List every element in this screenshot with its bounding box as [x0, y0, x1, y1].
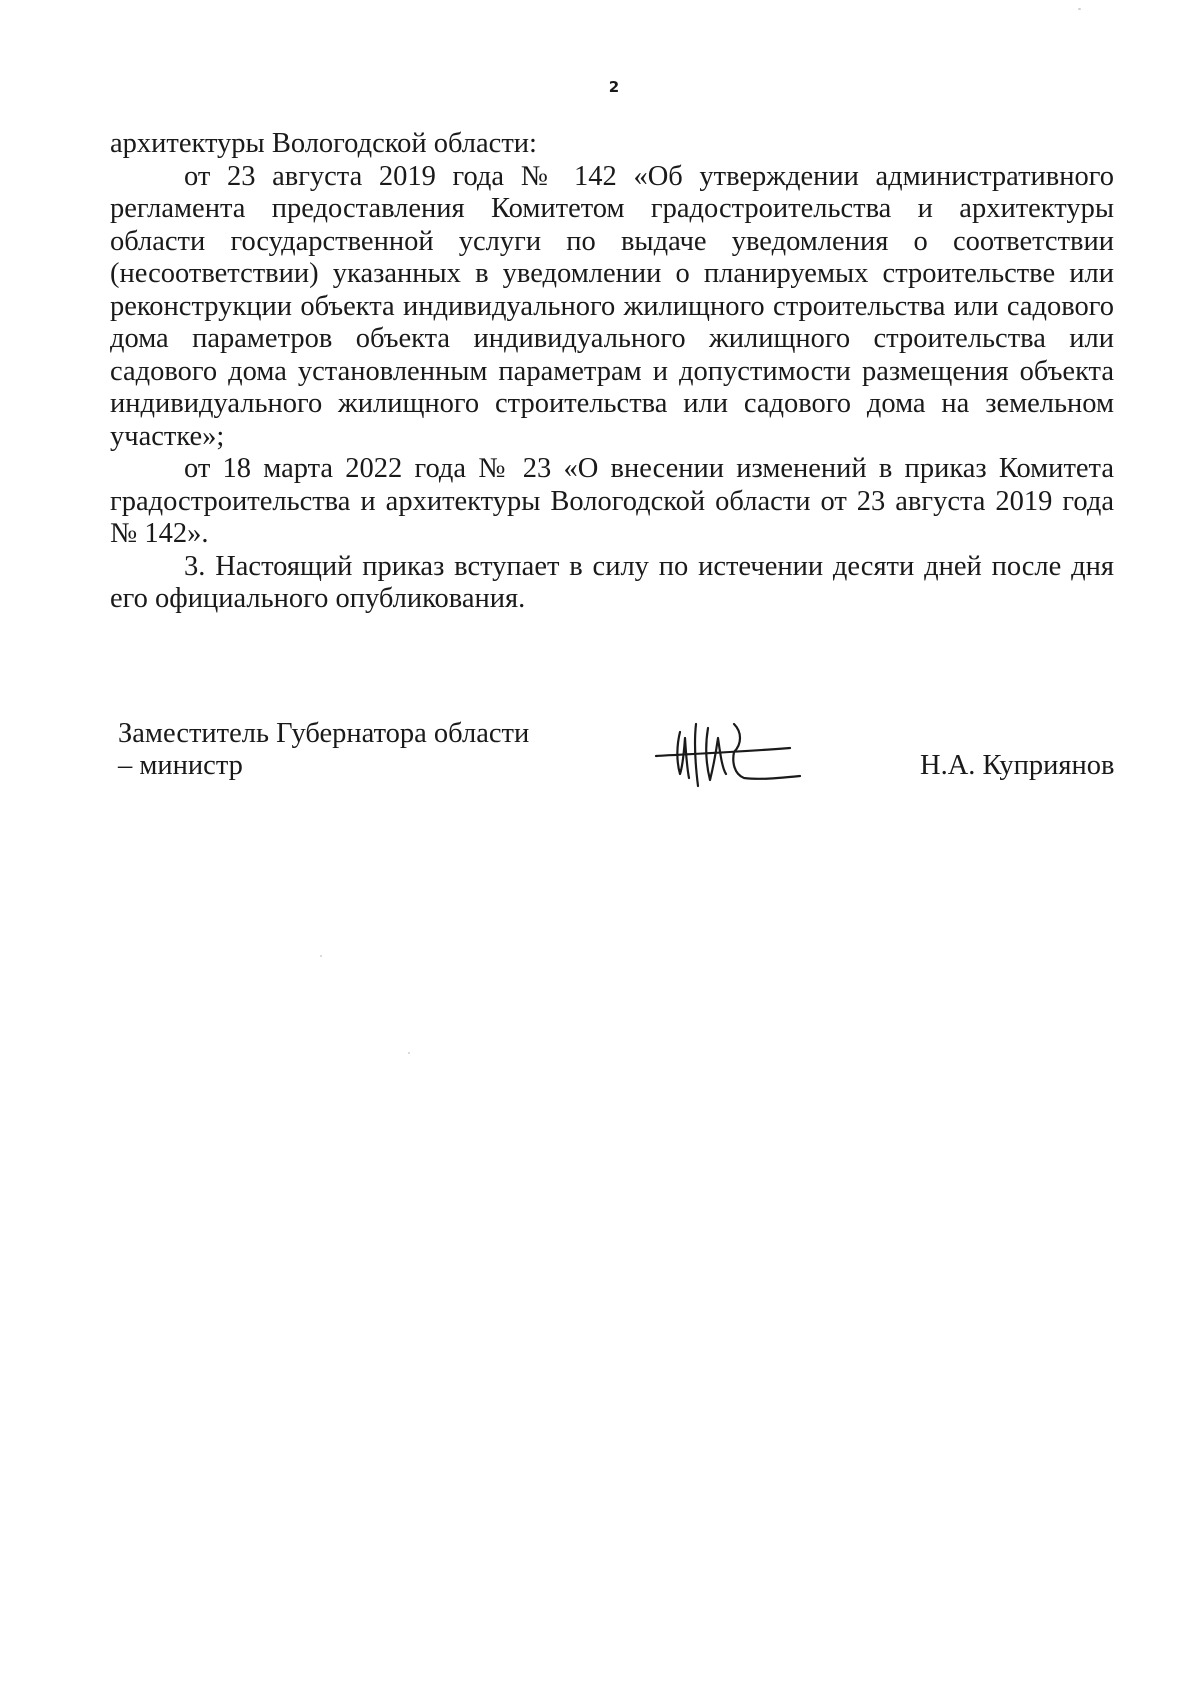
paragraph-order-142: от 23 августа 2019 года № 142 «Об утверждении административного регламента предоставления Комитетом градостроительства и архитектуры области государственной услуги по выдаче уведомления о соответствии (несоответствии) указанных в уведомлении о планируемых строительстве или реконструкции объекта индивидуального жилищного строительства или садового дома параметров объекта индивидуального жилищного строительства или садового дома установленным параметрам и допустимости размещения объекта индивидуального жилищного строительства или садового дома на земельном участке»; [110, 160, 1114, 452]
signatory-position-line2: – министр [118, 750, 243, 781]
signatory-name: Н.А. Куприянов [920, 750, 1115, 781]
signatory-position [118, 718, 529, 782]
page-number: 2 [608, 78, 620, 96]
paragraph-continuation: архитектуры Вологодской области: [110, 128, 537, 159]
scan-artifact [320, 955, 322, 957]
paragraph-order-23: от 18 марта 2022 года № 23 «О внесении изменений в приказ Комитета градостроительства и архитектуры Вологодской области от 23 августа 2019 года № 142». [110, 453, 1114, 549]
scan-artifact [408, 1052, 410, 1054]
paragraph-effective-date: 3. Настоящий приказ вступает в силу по истечении десяти дней после дня его официального опубликования. [110, 550, 1114, 614]
handwritten-signature [650, 712, 810, 792]
signatory-position-line1: Заместитель Губернатора области [118, 718, 530, 749]
scan-artifact [1078, 8, 1081, 10]
document-body [110, 128, 1114, 616]
